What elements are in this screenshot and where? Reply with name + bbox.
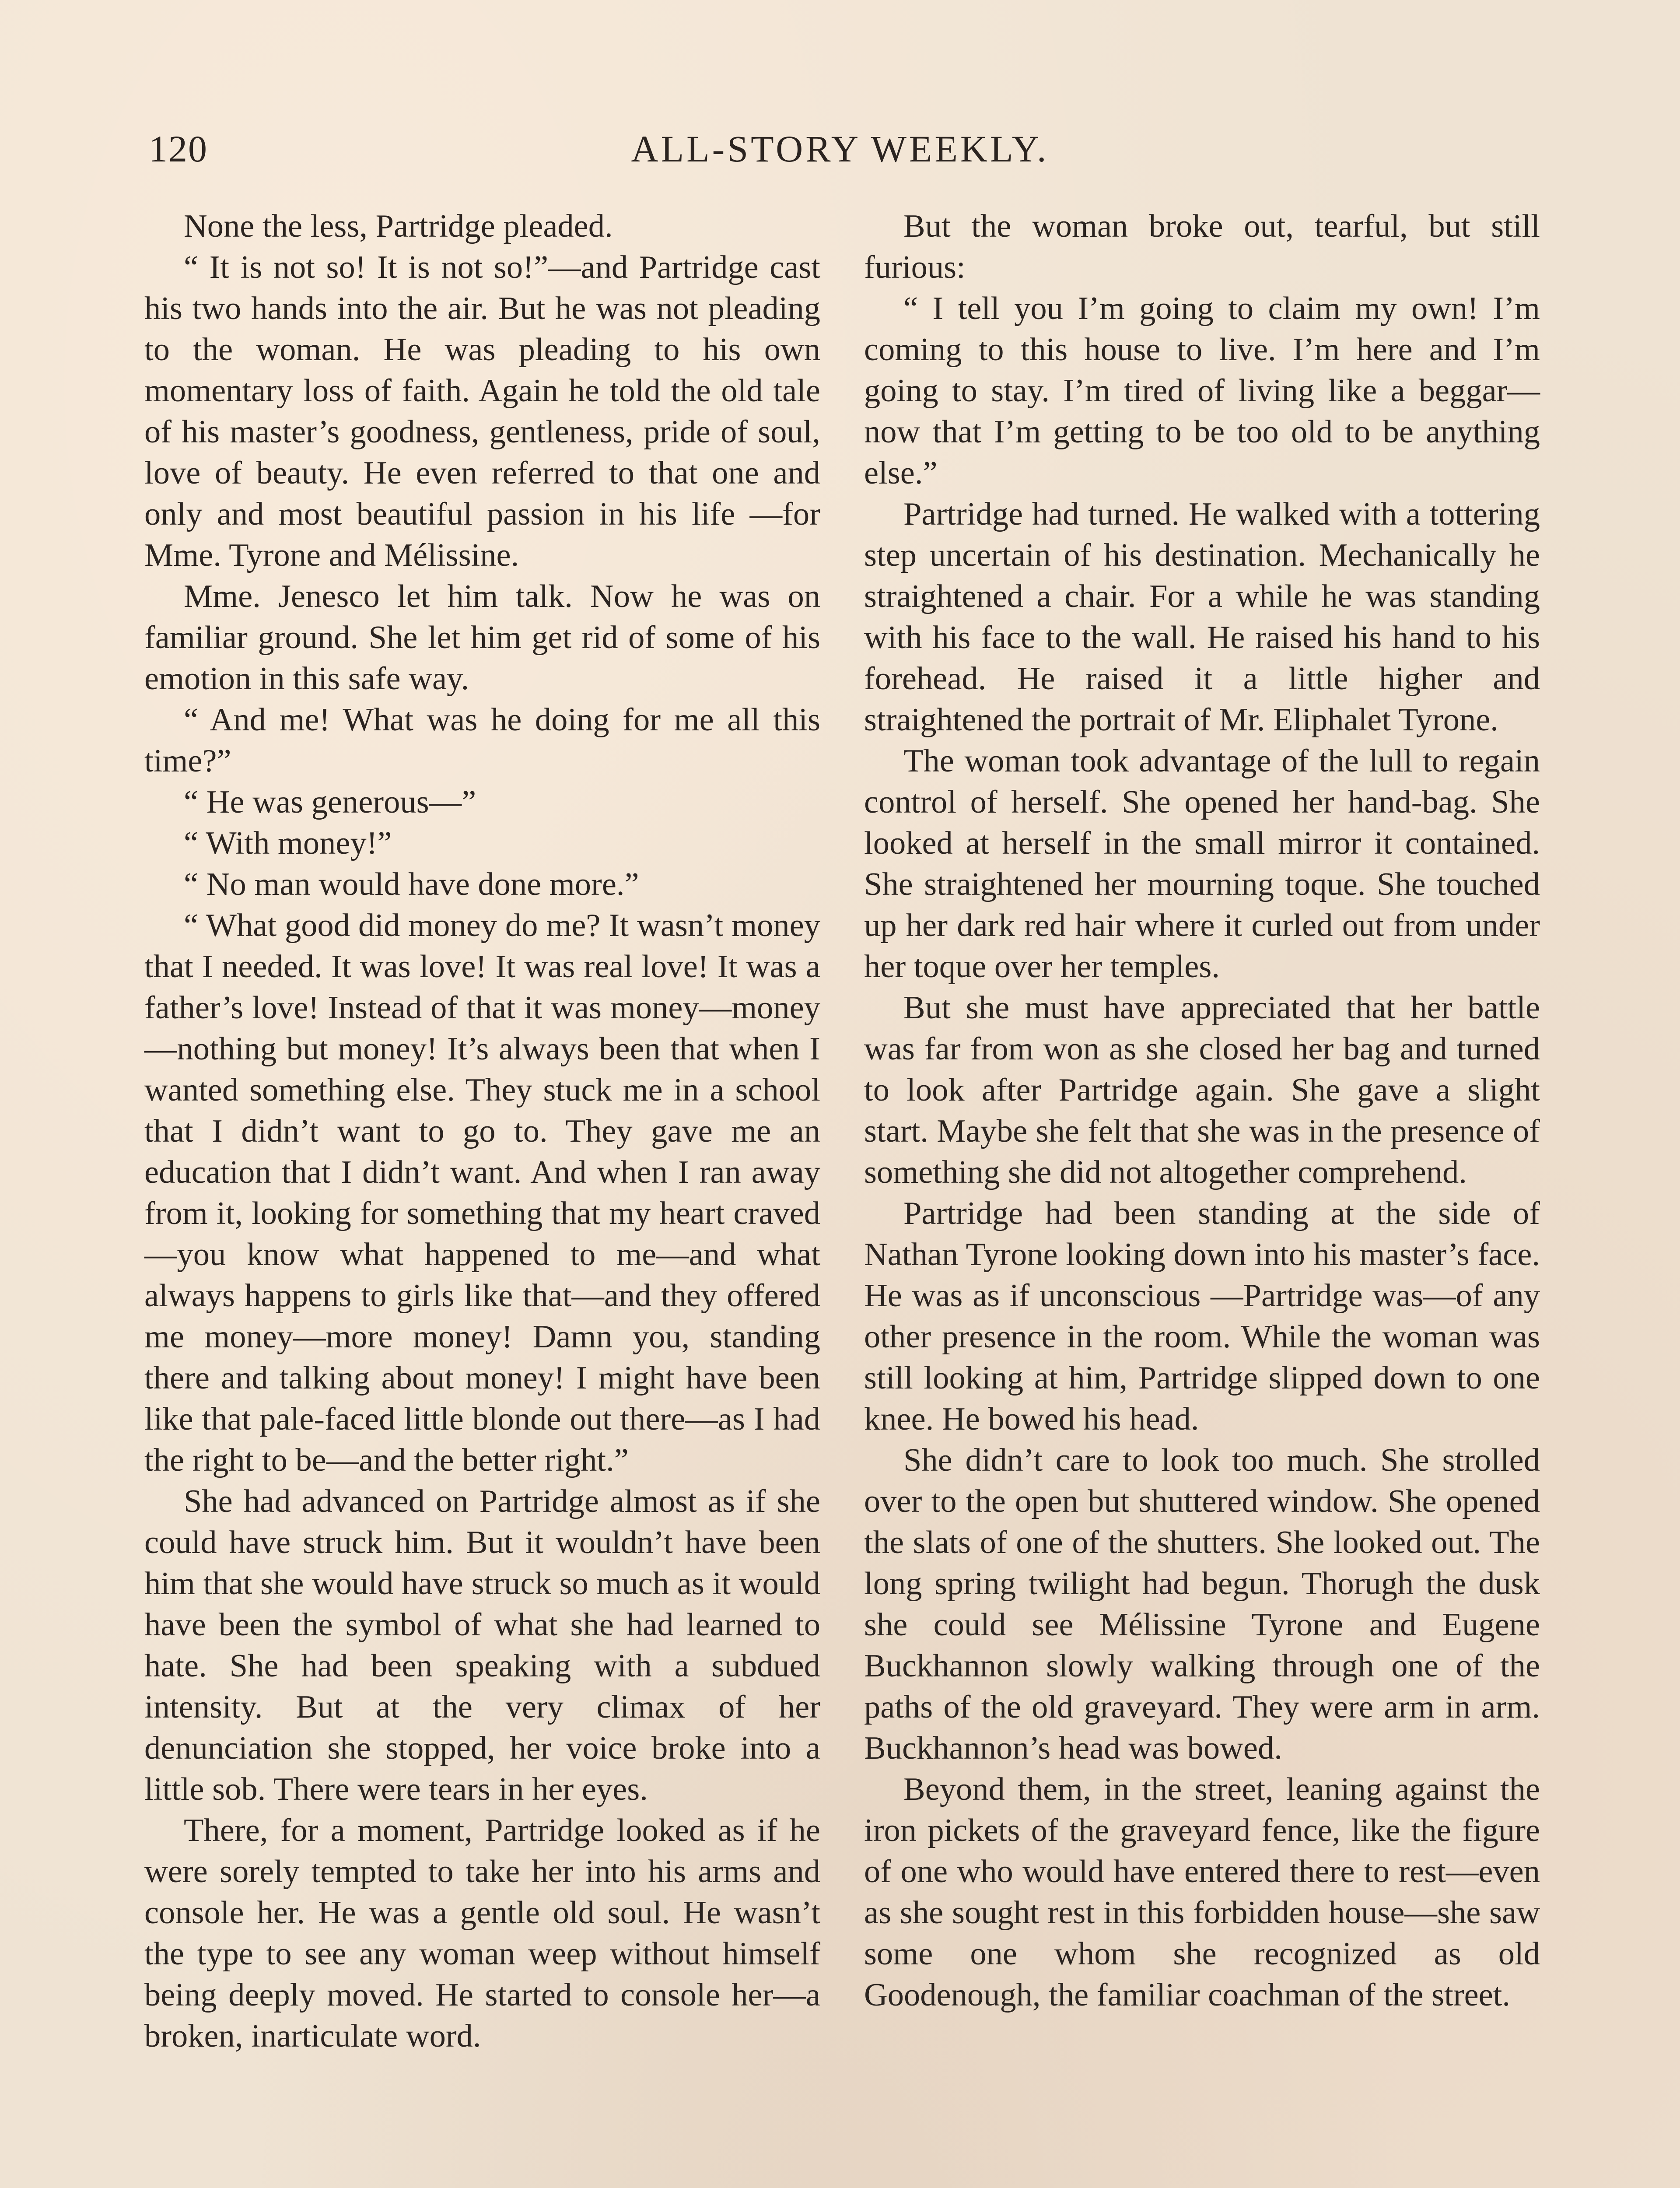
paragraph: The woman took advantage of the lull to regain control of herself. She opened her hand-bag. She looked at herself in the small mirror it contained. She straightened her mourning toque. She touched up her dark red hair where it curled out from under her toque over her temples.	[864, 743, 1540, 985]
story-columns	[144, 206, 1540, 2188]
paragraph: “ No man would have done more.”	[184, 866, 639, 902]
paragraph: None the less, Partridge pleaded.	[184, 208, 613, 244]
paragraph: Partridge had been standing at the side of Nathan Tyrone looking down into his master’s face. He was as if unconscious —Partridge was—of any other presence in the room. While the woman was still looking at him, Partridge slipped down to one knee. He bowed his head.	[864, 1196, 1540, 1437]
page-header	[149, 127, 1531, 184]
paragraph: “ What good did money do me? It wasn’t money that I needed. It was love! It was real love! It was a father’s love! Instead of that it was money—money—nothing but money! It’s always been that when I wanted something else. They stuck me in a school that I didn’t want to go to. They gave me an education that I didn’t want. And when I ran away from it, looking for something that my heart craved—you know what happened to me—and what always happens to girls like that—and they offered me money—more money! Damn you, standing there and talking about money! I might have been like that pale-faced little blonde out there—as I had the right to be—and the better right.”	[144, 908, 820, 1478]
page-number: 120	[149, 128, 208, 170]
paragraph: There, for a moment, Partridge looked as if he were sorely tempted to take her into his arms and console her. He was a gentle old soul. He wasn’t the type to see any woman weep without himself being deeply moved. He started to console her—a broken, inarticulate word.	[144, 1813, 820, 2054]
paragraph: Mme. Jenesco let him talk. Now he was on familiar ground. She let him get rid of some of his emotion in this safe way.	[144, 579, 820, 697]
paragraph: “ I tell you I’m going to claim my own! I’m coming to this house to live. I’m here and I’m going to stay. I’m tired of living like a beggar—now that I’m getting to be too old to be anything else.”	[864, 291, 1540, 491]
right-column	[864, 206, 1540, 2188]
paragraph: “ It is not so! It is not so!”—and Partridge cast his two hands into the air. But he was not pleading to the woman. He was pleading to his own momentary loss of faith. Again he told the old tale of his master’s goodness, gentleness, pride of soul, love of beauty. He even referred to that one and only and most beautiful passion in his life —for Mme. Tyrone and Mélissine.	[144, 249, 820, 573]
paragraph: She had advanced on Partridge almost as if she could have struck him. But it wouldn’t have been him that she would have struck so much as it would have been the symbol of what she had learned to hate. She had been speaking with a subdued intensity. But at the very climax of her denunciation she stopped, her voice broke into a little sob. There were tears in her eyes.	[144, 1483, 820, 1807]
paragraph: But the woman broke out, tearful, but still furious:	[864, 208, 1540, 285]
paragraph: Beyond them, in the street, leaning against the iron pickets of the graveyard fence, like the figure of one who would have entered there to rest—even as she sought rest in this forbidden house—she saw some one whom she recognized as old Goodenough, the familiar coachman of the street.	[864, 1771, 1540, 2013]
running-title: ALL-STORY WEEKLY.	[631, 128, 1049, 170]
paragraph: “ And me! What was he doing for me all this time?”	[144, 702, 820, 779]
paragraph: Partridge had turned. He walked with a tottering step uncertain of his destination. Mechanically he straightened a chair. For a while he was standing with his face to the wall. He raised his hand to his forehead. He raised it a little higher and straightened the portrait of Mr. Eliphalet Tyrone.	[864, 496, 1540, 738]
paragraph: But she must have appreciated that her battle was far from won as she closed her bag and turned to look after Partridge again. She gave a slight start. Maybe she felt that she was in the presence of something she did not altogether comprehend.	[864, 990, 1540, 1190]
paragraph: “ With money!”	[184, 825, 392, 861]
paragraph: She didn’t care to look too much. She strolled over to the open but shuttered window. She opened the slats of one of the shutters. She looked out. The long spring twilight had begun. Thorugh the dusk she could see Mélissine Tyrone and Eugene Buckhannon slowly walking through one of the paths of the old graveyard. They were arm in arm. Buckhannon’s head was bowed.	[864, 1442, 1540, 1766]
paragraph: “ He was generous—”	[184, 784, 476, 820]
left-column	[144, 206, 820, 2188]
